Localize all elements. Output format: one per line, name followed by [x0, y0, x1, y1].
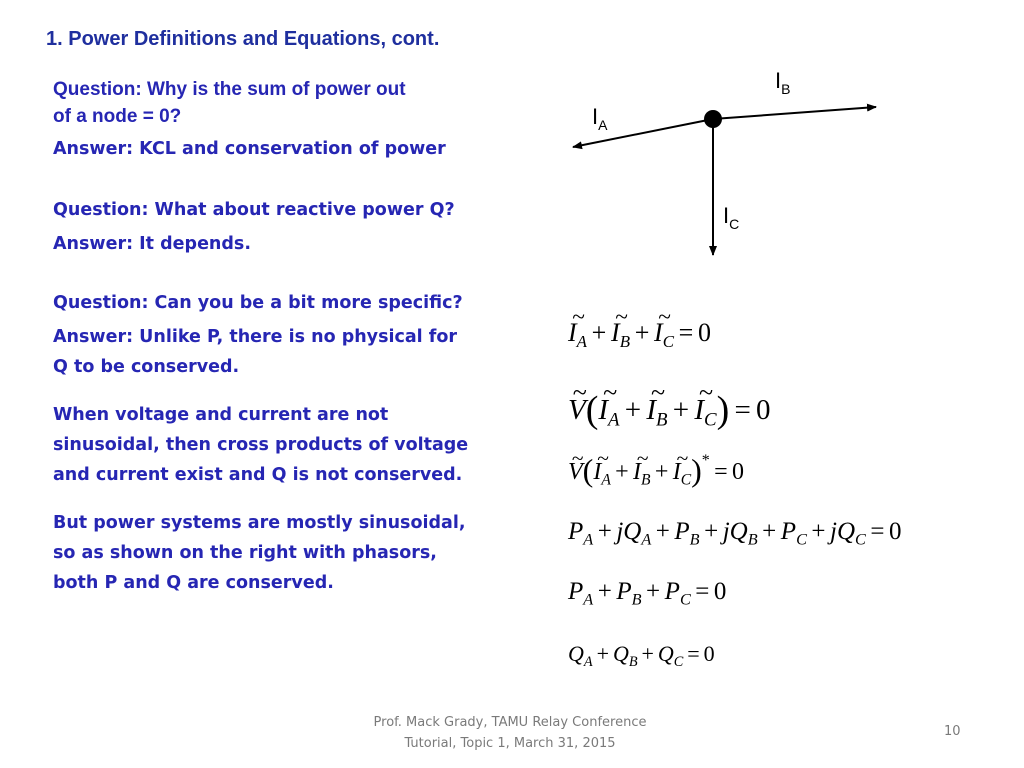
equation-kcl: ~ $I_A$ +~ $I_B$ +~ $I_C = 0$ — [568, 318, 711, 352]
answer-1-line: Answer: KCL and conservation of power — [53, 139, 446, 159]
paragraph-1-line-3: and current exist and Q is not conserved. — [53, 465, 463, 485]
paragraph-2-line-2: so as shown on the right with phasors, — [53, 543, 437, 563]
label-ib: $I_B$ — [775, 68, 791, 97]
question-3: Question: Can you be a bit more specific? — [53, 293, 463, 313]
answer-3-line-2: Q to be conserved. — [53, 357, 240, 377]
question-1-line-1: Question: Why is the sum of power out — [53, 79, 406, 100]
equation-voltage-current: ~ V(~ $I_A$ +~ $I_B$ +~ $I_C) = 0$ — [568, 388, 771, 432]
qa-block-3 — [53, 288, 463, 382]
question-1 — [53, 76, 406, 130]
node-current-diagram — [560, 60, 900, 280]
equation-conjugate: ~ V(~ $I_A$ +~ $I_B$ +~ $I_C)^* = 0$ — [568, 452, 744, 489]
answer-2: Answer: It depends. — [53, 234, 251, 254]
paragraph-1-line-1: When voltage and current are not — [53, 405, 389, 425]
paragraph-1-line-2: sinusoidal, then cross products of voltage — [53, 435, 469, 455]
label-ic: $I_C$ — [723, 203, 740, 232]
answer-3-line-1: Answer: Unlike P, there is no physical for — [53, 327, 458, 347]
page-number: 10 — [944, 724, 961, 739]
equation-real-power: $P_A + P_B + P_C = 0$ — [568, 578, 727, 609]
paragraph-2-line-1: But power systems are mostly sinusoidal, — [53, 513, 466, 533]
paragraph-2-line-3: both P and Q are conserved. — [53, 573, 334, 593]
footer-line-2: Tutorial, Topic 1, March 31, 2015 — [404, 736, 616, 751]
arrow-ib — [713, 107, 876, 119]
qa-block-2 — [53, 195, 455, 259]
equation-reactive-power: $Q_A + Q_B + Q_C = 0$ — [568, 641, 715, 670]
paragraph-sinusoidal — [53, 508, 465, 598]
equation-complex-power: $P_A + jQ_A + P_B + jQ_B + P_C + jQ_C = 0$ — [568, 518, 902, 549]
slide-title: 1. Power Definitions and Equations, cont. — [46, 28, 440, 50]
question-1-line-2: of a node = 0? — [53, 106, 182, 127]
footer-line-1: Prof. Mack Grady, TAMU Relay Conference — [373, 715, 647, 730]
answer-1 — [53, 134, 446, 164]
question-2: Question: What about reactive power Q? — [53, 200, 455, 220]
node-dot — [704, 110, 722, 128]
footer — [340, 712, 680, 754]
paragraph-nonsinusoidal — [53, 400, 468, 490]
label-ia: $I_A$ — [592, 104, 608, 133]
